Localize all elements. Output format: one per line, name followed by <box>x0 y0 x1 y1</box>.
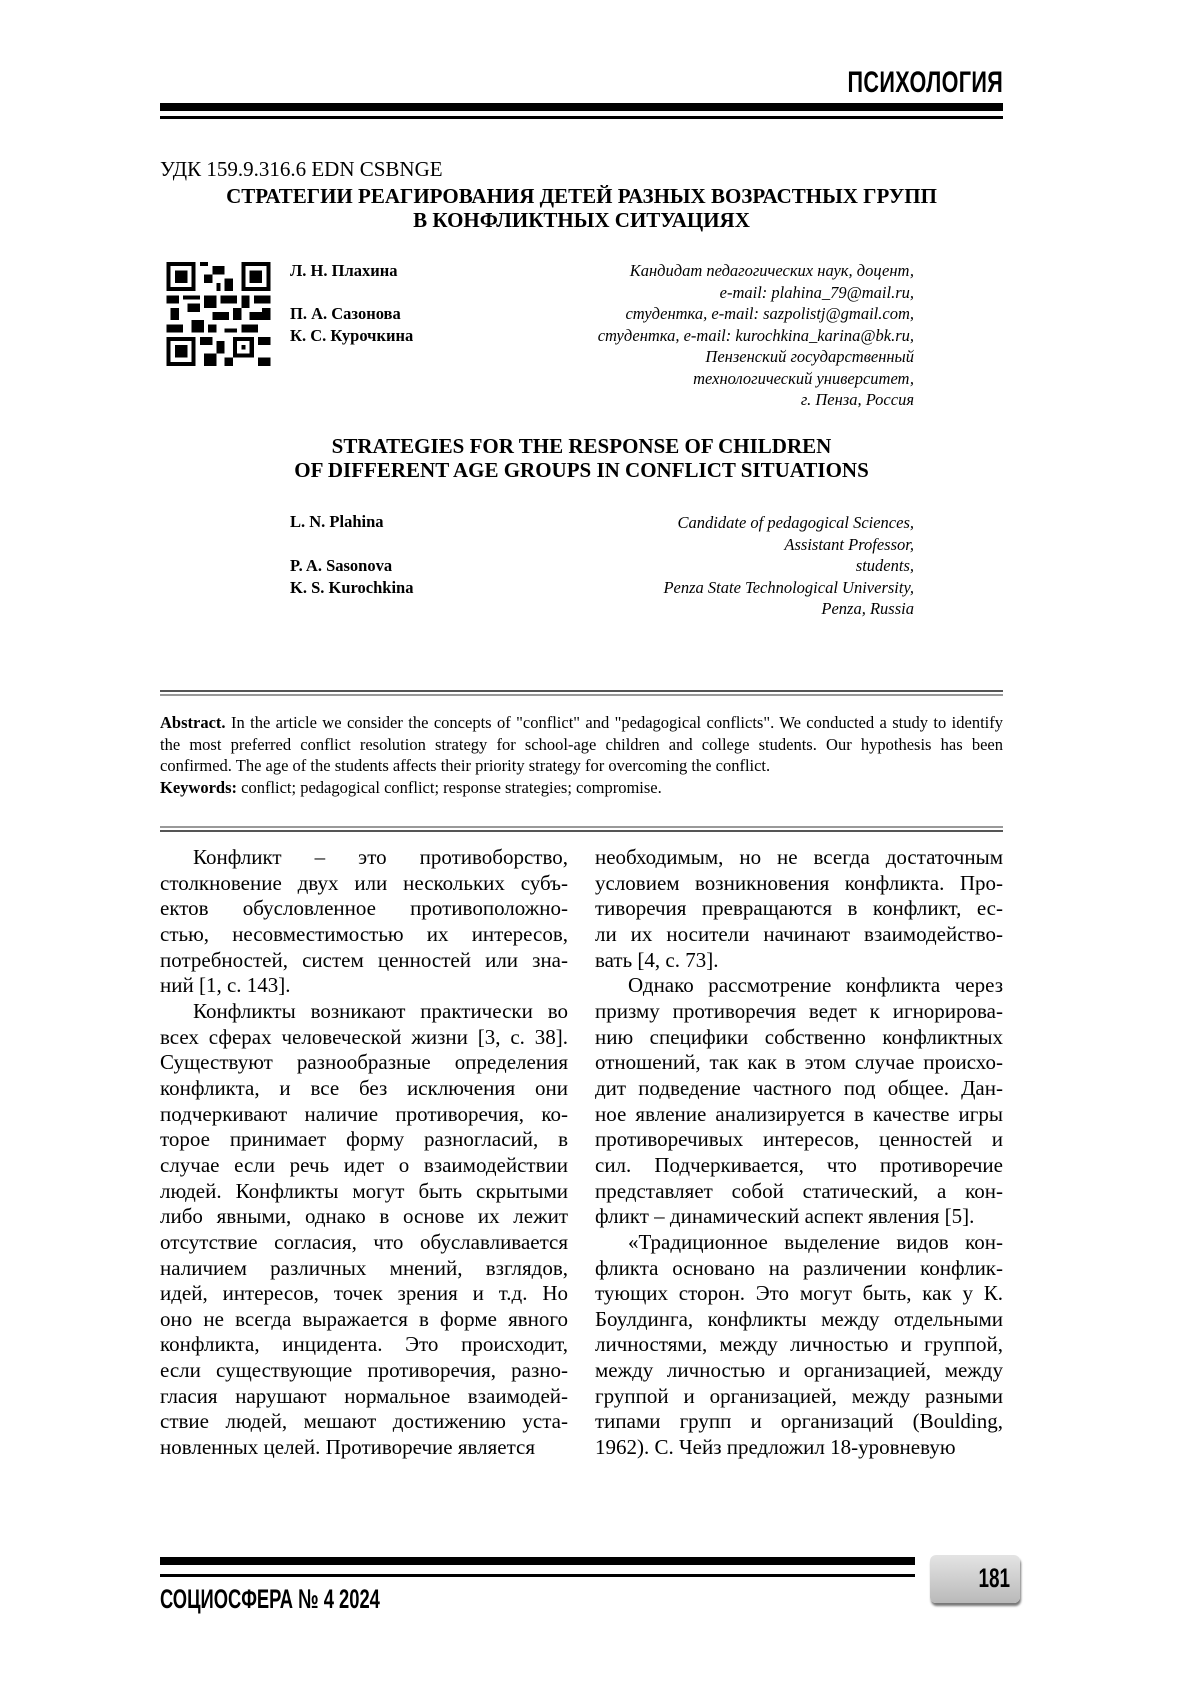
body-line: конфликта, и все без исключения они <box>160 1076 568 1102</box>
body-line: сил. Подчеркивается, что противоречие <box>595 1153 1003 1179</box>
body-line: либо явными, однако в основе их лежит <box>160 1204 568 1230</box>
affiliation-line: технологический университет, <box>598 368 914 390</box>
body-line: Существуют разнообразные определения <box>160 1050 568 1076</box>
body-line: новленных целей. Противоречие является <box>160 1435 568 1461</box>
body-line: столкновение двух или нескольких субъ- <box>160 871 568 897</box>
body-line: типами групп и организаций (Boulding, <box>595 1409 1003 1435</box>
body-line: дит подведение частного под общее. Дан- <box>595 1076 1003 1102</box>
body-line: потребностей, систем ценностей или зна- <box>160 948 568 974</box>
journal-issue: СОЦИОСФЕРА № 4 2024 <box>160 1584 380 1615</box>
body-line: 1962). С. Чейз предложил 18-уровневую <box>595 1435 1003 1461</box>
body-line: отсутствие согласия, что обуславливается <box>160 1230 568 1256</box>
affiliation-line: Penza State Technological University, <box>663 577 914 599</box>
title-line: OF DIFFERENT AGE GROUPS IN CONFLICT SITUATIONS <box>160 458 1003 482</box>
author-name: P. A. Sasonova <box>290 556 392 576</box>
body-line: Конфликт – это противоборство, <box>160 845 568 871</box>
abstract-label: Abstract. <box>160 713 226 732</box>
body-line: стью, несовместимостью их интересов, <box>160 922 568 948</box>
abstract <box>160 712 1003 798</box>
body-line: между личностью и организацией, между <box>595 1358 1003 1384</box>
body-line: торое принимает форму разногласий, в <box>160 1127 568 1153</box>
affiliation-line: Кандидат педагогических наук, доцент, <box>598 260 914 282</box>
keywords-label: Keywords: <box>160 778 237 797</box>
body-column-right <box>595 845 1003 1461</box>
body-line: Конфликты возникают практически во <box>160 999 568 1025</box>
author-name: L. N. Plahina <box>290 512 384 532</box>
affiliation-en <box>663 512 914 620</box>
body-line: случае если речь идет о взаимодействии <box>160 1153 568 1179</box>
body-line: отношений, так как в этом случае происхо- <box>595 1050 1003 1076</box>
body-line: ний [1, с. 143]. <box>160 973 568 999</box>
body-line: Боулдинга, конфликты между отдельными <box>595 1307 1003 1333</box>
body-line: если существующие противоречия, разно- <box>160 1358 568 1384</box>
affiliation-line: г. Пенза, Россия <box>598 389 914 411</box>
affiliation-line: Candidate of pedagogical Sciences, <box>663 512 914 534</box>
body-line: подчеркивают наличие противоречия, ко- <box>160 1102 568 1128</box>
abstract-text: In the article we consider the concepts of "conflict" and "pedagogical conflicts". We conducted a study to identify the most preferred conflict resolution strategy for school-age children and college students. Our hypothesis has been confirmed. The age of the students affects their priority strategy for overcoming the conflict. <box>160 713 1003 775</box>
body-line: представляет собой статический, а кон- <box>595 1179 1003 1205</box>
divider <box>160 694 1003 696</box>
body-line: нию специфики собственно конфликтных <box>595 1025 1003 1051</box>
page-number: 181 <box>978 1563 1010 1594</box>
page-number-box <box>930 1555 1020 1603</box>
body-line: конфликта, инцидента. Это происходит, <box>160 1332 568 1358</box>
divider <box>160 830 1003 832</box>
body-line: личностями, между личностью и группой, <box>595 1332 1003 1358</box>
body-line: оно не всегда выражается в форме явного <box>160 1307 568 1333</box>
affiliation-line: студентка, e-mail: kurochkina_karina@bk.ru, <box>598 325 914 347</box>
body-line: противоречивых интересов, ценностей и <box>595 1127 1003 1153</box>
body-line: призму противоречия ведет к игнорирова- <box>595 999 1003 1025</box>
body-line: группой и организацией, между разными <box>595 1384 1003 1410</box>
author-name: K. S. Kurochkina <box>290 578 413 598</box>
body-line: гласия нарушают нормальное взаимодей- <box>160 1384 568 1410</box>
body-line: ствие людей, мешают достижению уста- <box>160 1409 568 1435</box>
affiliation-line: e-mail: plahina_79@mail.ru, <box>598 282 914 304</box>
author-name: К. С. Курочкина <box>290 326 413 346</box>
section-title: ПСИХОЛОГИЯ <box>847 66 1003 100</box>
divider <box>160 690 1003 692</box>
body-line: условием возникновения конфликта. Про- <box>595 871 1003 897</box>
body-line: вать [4, с. 73]. <box>595 948 1003 974</box>
body-line: всех сферах человеческой жизни [3, с. 38]. <box>160 1025 568 1051</box>
title-line: В КОНФЛИКТНЫХ СИТУАЦИЯХ <box>160 208 1003 232</box>
body-line: людей. Конфликты могут быть скрытыми <box>160 1179 568 1205</box>
qr-code <box>165 262 272 366</box>
body-line: ли их носители начинают взаимодейство- <box>595 922 1003 948</box>
body-line: ектов обусловленное противоположно- <box>160 896 568 922</box>
header-rule <box>160 116 1003 119</box>
title-en <box>160 434 1003 482</box>
footer-rule <box>160 1574 915 1577</box>
body-line: «Традиционное выделение видов кон- <box>595 1230 1003 1256</box>
author-name: П. А. Сазонова <box>290 304 401 324</box>
affiliation-line: Assistant Professor, <box>663 534 914 556</box>
title-line: СТРАТЕГИИ РЕАГИРОВАНИЯ ДЕТЕЙ РАЗНЫХ ВОЗРАСТНЫХ ГРУПП <box>160 184 1003 208</box>
author-name: Л. Н. Плахина <box>290 261 397 281</box>
body-line: тующих сторон. Это могут быть, как у К. <box>595 1281 1003 1307</box>
affiliation-line: students, <box>663 555 914 577</box>
body-line: ное явление анализируется в качестве игры <box>595 1102 1003 1128</box>
footer-rule <box>160 1557 915 1565</box>
title-ru <box>160 184 1003 232</box>
body-line: тиворечия превращаются в конфликт, ес- <box>595 896 1003 922</box>
body-column-left <box>160 845 568 1461</box>
body-line: необходимым, но не всегда достаточным <box>595 845 1003 871</box>
affiliation-ru <box>598 260 914 411</box>
affiliation-line: Пензенский государственный <box>598 346 914 368</box>
affiliation-line: студентка, e-mail: sazpolistj@gmail.com, <box>598 303 914 325</box>
keywords-text: conflict; pedagogical conflict; response strategies; compromise. <box>237 778 662 797</box>
body-line: наличием различных мнений, взглядов, <box>160 1256 568 1282</box>
header-rule <box>160 103 1003 111</box>
body-line: идей, интересов, точек зрения и т.д. Но <box>160 1281 568 1307</box>
title-line: STRATEGIES FOR THE RESPONSE OF CHILDREN <box>160 434 1003 458</box>
affiliation-line: Penza, Russia <box>663 598 914 620</box>
body-line: фликта основано на различении конфлик- <box>595 1256 1003 1282</box>
body-line: Однако рассмотрение конфликта через <box>595 973 1003 999</box>
divider <box>160 826 1003 828</box>
udk-code: УДК 159.9.316.6 EDN CSBNGE <box>160 157 443 182</box>
body-line: фликт – динамический аспект явления [5]. <box>595 1204 1003 1230</box>
